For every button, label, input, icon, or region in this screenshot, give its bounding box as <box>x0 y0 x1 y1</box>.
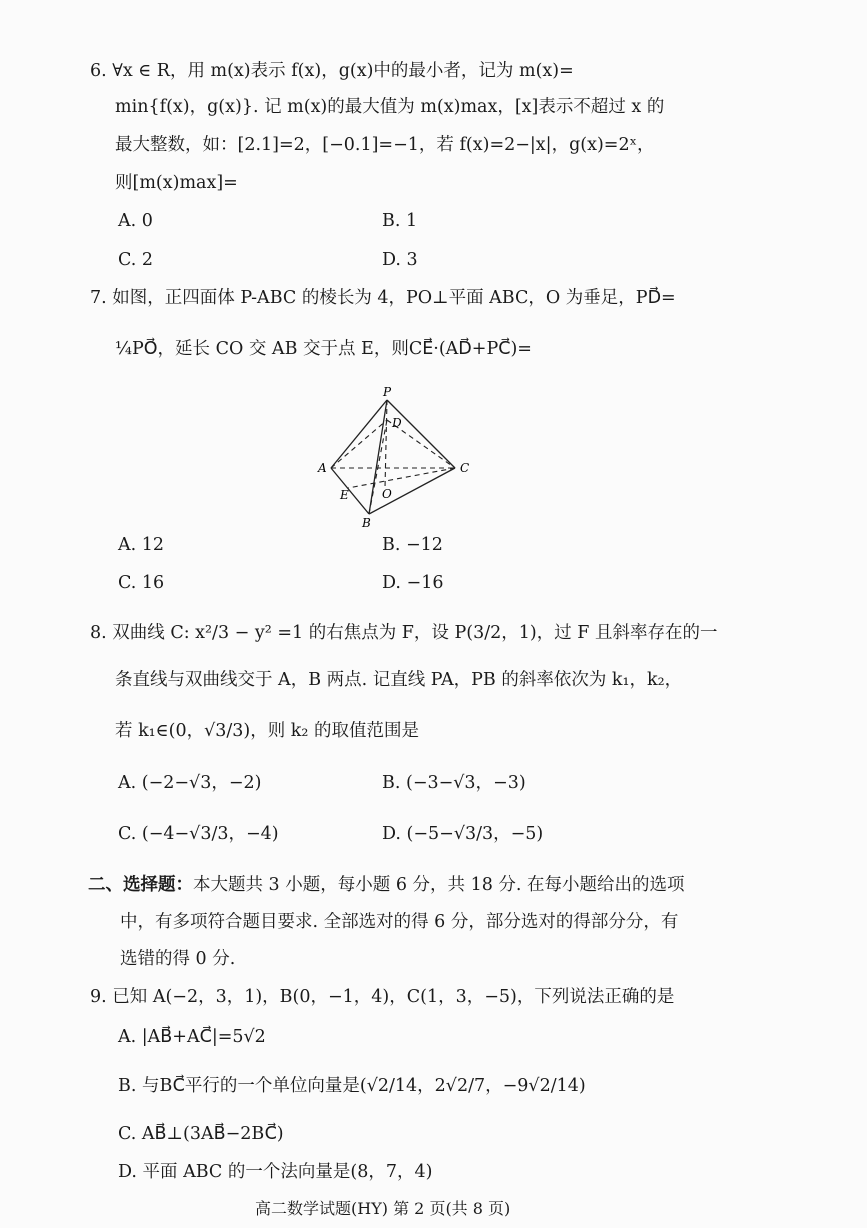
q7-option-c: C. 16 <box>118 573 165 593</box>
q6-option-c: C. 2 <box>118 250 154 270</box>
q7-option-d: D. −16 <box>382 573 444 593</box>
q7-option-b: B. −12 <box>382 535 443 555</box>
tetrahedron-figure <box>315 382 475 530</box>
q6-line-4: 则[m(x)max]= <box>115 173 238 193</box>
section-2-line-3: 选错的得 0 分. <box>120 949 236 969</box>
q6-option-b: B. 1 <box>382 211 418 231</box>
q6-option-d: D. 3 <box>382 250 418 270</box>
q8-line-1: 8. 双曲线 C: x²/3 − y² =1 的右焦点为 F，设 P(3/2，1)，过 F 且斜率存在的一 <box>90 623 718 643</box>
section-2-text-1: 本大题共 3 小题，每小题 6 分，共 18 分. 在每小题给出的选项 <box>193 875 685 895</box>
q8-option-a: A. (−2−√3，−2) <box>118 773 262 793</box>
figure-label-c: C <box>460 461 470 475</box>
section-2-line-2: 中，有多项符合题目要求. 全部选对的得 6 分，部分选对的得部分分，有 <box>120 912 679 932</box>
q8-option-b: B. (−3−√3，−3) <box>382 773 526 793</box>
q9-line-1: 9. 已知 A(−2，3，1)，B(0，−1，4)，C(1，3，−5)，下列说法正确的是 <box>90 987 675 1007</box>
q7-line-1: 7. 如图，正四面体 P-ABC 的棱长为 4，PO⊥平面 ABC，O 为垂足，PD⃗= <box>90 288 676 308</box>
q6-line-1: 6. ∀x ∈ R，用 m(x)表示 f(x)，g(x)中的最小者，记为 m(x)= <box>90 61 574 81</box>
q9-option-b: B. 与BC⃗平行的一个单位向量是(√2/14，2√2/7，−9√2/14) <box>118 1076 586 1096</box>
q9-option-d: D. 平面 ABC 的一个法向量是(8，7，4) <box>118 1162 433 1182</box>
q8-option-c: C. (−4−√3/3，−4) <box>118 824 279 844</box>
q9-option-a: A. |AB⃗+AC⃗|=5√2 <box>118 1027 266 1047</box>
q9-option-c: C. AB⃗⊥(3AB⃗−2BC⃗) <box>118 1124 284 1144</box>
q7-option-a: A. 12 <box>118 535 165 555</box>
section-2-heading: 二、选择题： <box>88 875 193 895</box>
q6-option-a: A. 0 <box>118 211 153 231</box>
q6-line-3: 最大整数，如：[2.1]=2，[−0.1]=−1，若 f(x)=2−|x|，g(x)=2ˣ， <box>115 135 655 155</box>
figure-label-d: D <box>392 416 402 430</box>
page-footer: 高二数学试题(HY) 第 2 页(共 8 页) <box>255 1199 511 1218</box>
q7-line-2: ¼PO⃗，延长 CO 交 AB 交于点 E，则CE⃗·(AD⃗+PC⃗)= <box>115 339 532 359</box>
q8-line-3: 若 k₁∈(0，√3/3)，则 k₂ 的取值范围是 <box>115 721 419 741</box>
q8-line-2: 条直线与双曲线交于 A，B 两点. 记直线 PA，PB 的斜率依次为 k₁，k₂， <box>115 670 683 690</box>
figure-label-b: B <box>362 516 371 530</box>
figure-label-o: O <box>382 487 392 501</box>
figure-label-e: E <box>340 488 349 502</box>
q6-line-2: min{f(x)，g(x)}. 记 m(x)的最大值为 m(x)max，[x]表示不超过 x 的 <box>115 97 665 117</box>
figure-label-p: P <box>383 385 392 399</box>
figure-label-a: A <box>318 461 327 475</box>
section-2-line-1 <box>88 872 685 898</box>
q8-option-d: D. (−5−√3/3，−5) <box>382 824 544 844</box>
